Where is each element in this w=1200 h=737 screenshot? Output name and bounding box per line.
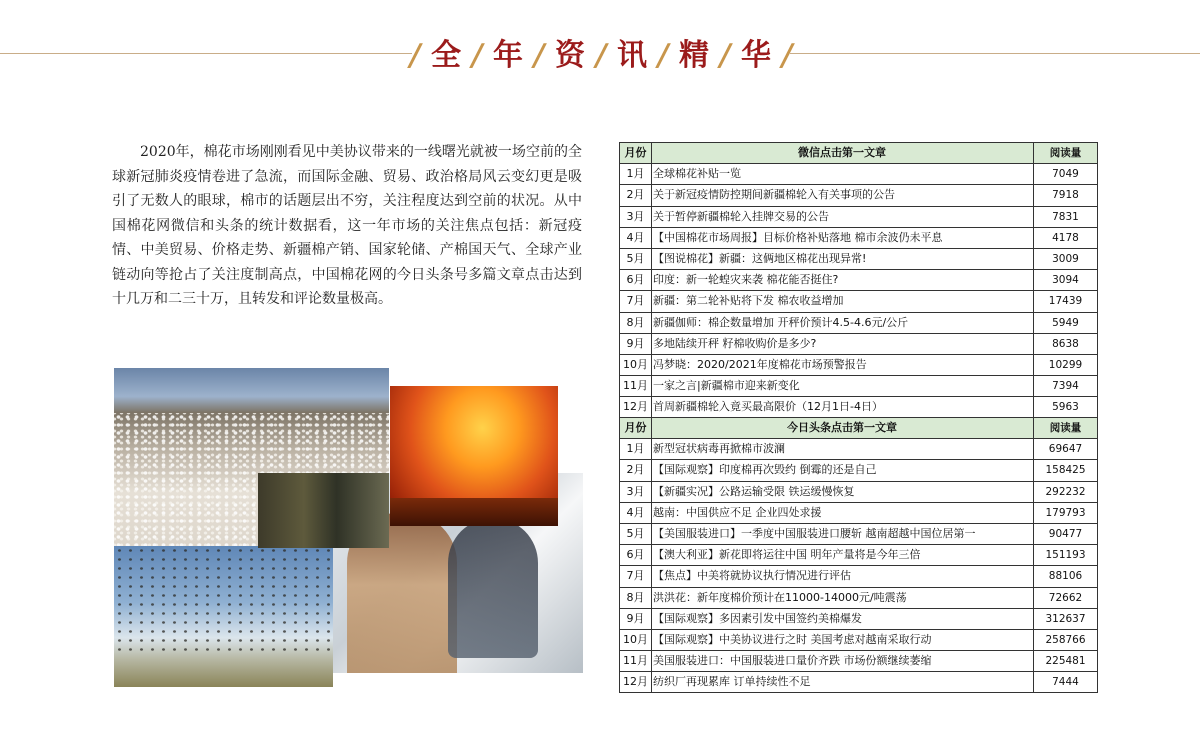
article-title-cell: 印度：新一轮蝗灾来袭 棉花能否挺住? bbox=[652, 270, 1034, 291]
person-figure bbox=[448, 518, 538, 658]
section-title bbox=[405, 36, 797, 76]
locust-dots bbox=[114, 546, 333, 652]
table-row bbox=[620, 545, 1098, 566]
reads-cell: 7394 bbox=[1034, 376, 1098, 397]
reads-cell: 5949 bbox=[1034, 312, 1098, 333]
article-title-cell: 新型冠状病毒再掀棉市波澜 bbox=[652, 439, 1034, 460]
table-row bbox=[620, 460, 1098, 481]
article-title-cell: 关于暂停新疆棉轮入挂牌交易的公告 bbox=[652, 206, 1034, 227]
wechat-ranking-table bbox=[619, 142, 1098, 418]
reads-cell: 7831 bbox=[1034, 206, 1098, 227]
title-char: 讯 bbox=[617, 38, 647, 73]
bushfire-kangaroo-photo bbox=[390, 386, 558, 526]
article-title-cell: 首周新疆棉轮入竟买最高限价（12月1日-4日） bbox=[652, 397, 1034, 418]
article-title-cell: 【焦点】中美将就协议执行情况进行评估 bbox=[652, 566, 1034, 587]
forest-photo bbox=[258, 473, 389, 548]
title-header: 今日头条点击第一文章 bbox=[652, 418, 1034, 439]
reads-cell: 7049 bbox=[1034, 164, 1098, 185]
title-separator: / bbox=[657, 38, 669, 73]
title-char: 精 bbox=[679, 38, 709, 73]
reads-header: 阅读量 bbox=[1034, 143, 1098, 164]
table-row bbox=[620, 333, 1098, 354]
month-cell: 8月 bbox=[620, 312, 652, 333]
article-title-cell: 新疆伽师：棉企数量增加 开秤价预计4.5-4.6元/公斤 bbox=[652, 312, 1034, 333]
article-title-cell: 【新疆实况】公路运输受限 铁运缓慢恢复 bbox=[652, 481, 1034, 502]
table-row bbox=[620, 354, 1098, 375]
table-row bbox=[620, 566, 1098, 587]
table-row bbox=[620, 587, 1098, 608]
title-separator: / bbox=[471, 38, 483, 73]
title-char: 资 bbox=[555, 38, 585, 73]
table-row bbox=[620, 651, 1098, 672]
reads-cell: 158425 bbox=[1034, 460, 1098, 481]
table-row bbox=[620, 312, 1098, 333]
header-rule-right bbox=[790, 53, 1200, 54]
table-row bbox=[620, 206, 1098, 227]
title-separator: / bbox=[719, 38, 731, 73]
reads-cell: 17439 bbox=[1034, 291, 1098, 312]
month-cell: 11月 bbox=[620, 376, 652, 397]
title-char: 全 bbox=[431, 38, 461, 73]
month-cell: 10月 bbox=[620, 629, 652, 650]
month-cell: 5月 bbox=[620, 523, 652, 544]
header-rule-left bbox=[0, 53, 412, 54]
title-separator: / bbox=[595, 38, 607, 73]
article-title-cell: 【图说棉花】新疆：这俩地区棉花出现异常! bbox=[652, 248, 1034, 269]
reads-cell: 3094 bbox=[1034, 270, 1098, 291]
title-separator: / bbox=[781, 38, 793, 73]
article-title-cell: 洪洪花：新年度棉价预计在11000-14000元/吨震荡 bbox=[652, 587, 1034, 608]
reads-cell: 225481 bbox=[1034, 651, 1098, 672]
article-title-cell: 多地陆续开秤 籽棉收购价是多少? bbox=[652, 333, 1034, 354]
month-cell: 3月 bbox=[620, 481, 652, 502]
month-cell: 6月 bbox=[620, 545, 652, 566]
reads-header: 阅读量 bbox=[1034, 418, 1098, 439]
reads-cell: 7444 bbox=[1034, 672, 1098, 693]
month-header: 月份 bbox=[620, 418, 652, 439]
month-cell: 1月 bbox=[620, 439, 652, 460]
reads-cell: 5963 bbox=[1034, 397, 1098, 418]
month-header: 月份 bbox=[620, 143, 652, 164]
table-row bbox=[620, 248, 1098, 269]
reads-cell: 258766 bbox=[1034, 629, 1098, 650]
article-title-cell: 【美国服装进口】一季度中国服装进口腰斩 越南超越中国位居第一 bbox=[652, 523, 1034, 544]
article-title-cell: 【澳大利亚】新花即将运往中国 明年产量将是今年三倍 bbox=[652, 545, 1034, 566]
month-cell: 3月 bbox=[620, 206, 652, 227]
table-row bbox=[620, 608, 1098, 629]
table-row bbox=[620, 439, 1098, 460]
reads-cell: 179793 bbox=[1034, 502, 1098, 523]
month-cell: 6月 bbox=[620, 270, 652, 291]
title-separator: / bbox=[533, 38, 545, 73]
table-row bbox=[620, 397, 1098, 418]
month-cell: 9月 bbox=[620, 608, 652, 629]
toutiao-ranking-table bbox=[619, 417, 1098, 693]
title-header: 微信点击第一文章 bbox=[652, 143, 1034, 164]
table-row bbox=[620, 291, 1098, 312]
month-cell: 2月 bbox=[620, 460, 652, 481]
month-cell: 2月 bbox=[620, 185, 652, 206]
month-cell: 9月 bbox=[620, 333, 652, 354]
reads-cell: 312637 bbox=[1034, 608, 1098, 629]
month-cell: 4月 bbox=[620, 502, 652, 523]
article-title-cell: 纺织厂再现累库 订单持续性不足 bbox=[652, 672, 1034, 693]
reads-cell: 7918 bbox=[1034, 185, 1098, 206]
table-row bbox=[620, 481, 1098, 502]
article-title-cell: 【国际观察】印度棉再次毁约 倒霉的还是自己 bbox=[652, 460, 1034, 481]
table-row bbox=[620, 185, 1098, 206]
table-row bbox=[620, 376, 1098, 397]
locust-swarm-photo bbox=[114, 546, 333, 687]
article-title-cell: 关于新冠疫情防控期间新疆棉轮入有关事项的公告 bbox=[652, 185, 1034, 206]
reads-cell: 10299 bbox=[1034, 354, 1098, 375]
title-char: 华 bbox=[741, 38, 771, 73]
article-title-cell: 一家之言|新疆棉市迎来新变化 bbox=[652, 376, 1034, 397]
month-cell: 11月 bbox=[620, 651, 652, 672]
reads-cell: 151193 bbox=[1034, 545, 1098, 566]
table-row bbox=[620, 227, 1098, 248]
reads-cell: 69647 bbox=[1034, 439, 1098, 460]
month-cell: 1月 bbox=[620, 164, 652, 185]
month-cell: 8月 bbox=[620, 587, 652, 608]
reads-cell: 90477 bbox=[1034, 523, 1098, 544]
article-title-cell: 【中国棉花市场周报】目标价格补贴落地 棉市余波仍未平息 bbox=[652, 227, 1034, 248]
month-cell: 10月 bbox=[620, 354, 652, 375]
reads-cell: 8638 bbox=[1034, 333, 1098, 354]
article-title-cell: 【国际观察】中美协议进行之时 美国考虑对越南采取行动 bbox=[652, 629, 1034, 650]
table-row bbox=[620, 523, 1098, 544]
reads-cell: 292232 bbox=[1034, 481, 1098, 502]
reads-cell: 3009 bbox=[1034, 248, 1098, 269]
article-title-cell: 【国际观察】多因素引发中国签约美棉爆发 bbox=[652, 608, 1034, 629]
table-header-row bbox=[620, 143, 1098, 164]
table-row bbox=[620, 672, 1098, 693]
article-title-cell: 全球棉花补贴一览 bbox=[652, 164, 1034, 185]
reads-cell: 88106 bbox=[1034, 566, 1098, 587]
table-row bbox=[620, 502, 1098, 523]
fire-ground bbox=[390, 498, 558, 526]
month-cell: 5月 bbox=[620, 248, 652, 269]
article-title-cell: 新疆：第二轮补贴将下发 棉农收益增加 bbox=[652, 291, 1034, 312]
article-title-cell: 美国服装进口：中国服装进口量价齐跌 市场份额继续萎缩 bbox=[652, 651, 1034, 672]
month-cell: 7月 bbox=[620, 291, 652, 312]
month-cell: 7月 bbox=[620, 566, 652, 587]
title-separator: / bbox=[409, 38, 421, 73]
article-title-cell: 越南：中国供应不足 企业四处求援 bbox=[652, 502, 1034, 523]
article-title-cell: 冯梦晓：2020/2021年度棉花市场预警报告 bbox=[652, 354, 1034, 375]
table-row bbox=[620, 629, 1098, 650]
intro-paragraph: 2020年，棉花市场刚刚看见中美协议带来的一线曙光就被一场空前的全球新冠肺炎疫情卷进了急流，而国际金融、贸易、政治格局风云变幻更是吸引了无数人的眼球，棉市的话题层出不穷，关注程度达到空前的状况。从中国棉花网微信和头条的统计数据看，这一年市场的关注焦点包括：新冠疫情、中美贸易、价格走势、新疆棉产销、国家轮储、产棉国天气、全球产业链动向等抢占了关注度制高点，中国棉花网的今日头条号多篇文章点击达到十几万和二三十万，且转发和评论数量极高。 bbox=[112, 144, 582, 307]
table-row bbox=[620, 270, 1098, 291]
title-char: 年 bbox=[493, 38, 523, 73]
reads-cell: 72662 bbox=[1034, 587, 1098, 608]
month-cell: 4月 bbox=[620, 227, 652, 248]
reads-cell: 4178 bbox=[1034, 227, 1098, 248]
table-row bbox=[620, 164, 1098, 185]
month-cell: 12月 bbox=[620, 397, 652, 418]
month-cell: 12月 bbox=[620, 672, 652, 693]
table-header-row bbox=[620, 418, 1098, 439]
